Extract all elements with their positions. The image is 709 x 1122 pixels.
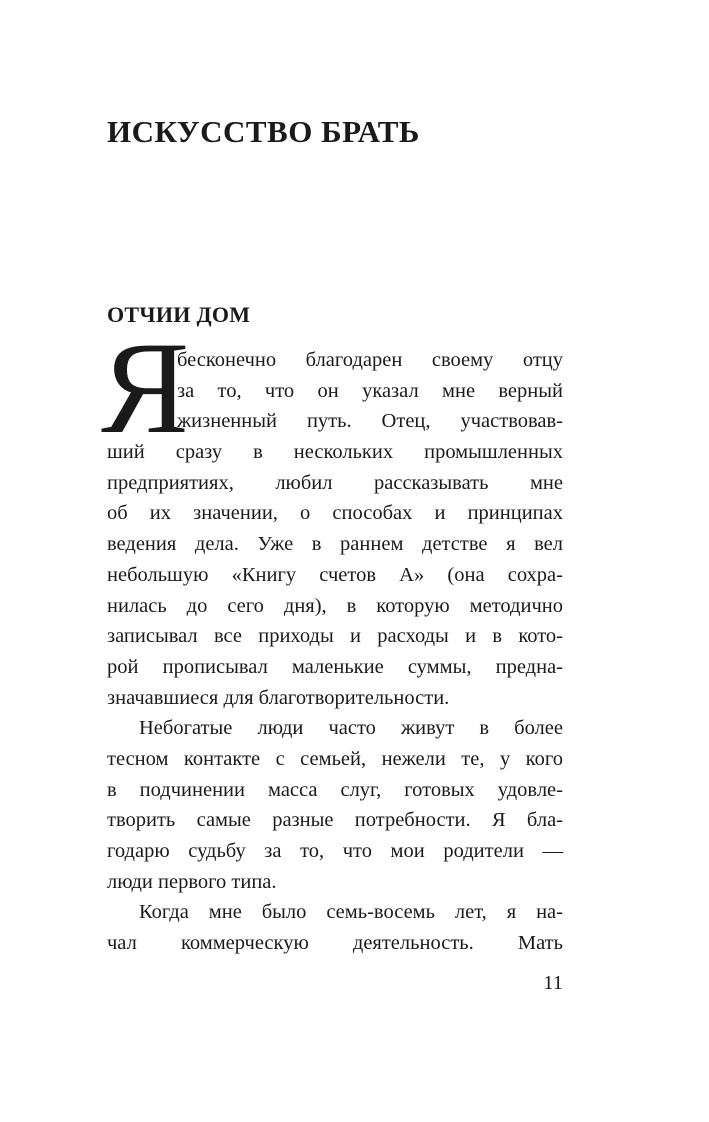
text-line: нилась до сего дня), в которую методично: [107, 594, 563, 617]
text-line: за то, что он указал мне верный: [177, 379, 563, 402]
text-line: рой прописывал маленькие суммы, предна-: [107, 655, 563, 678]
drop-cap: Я: [101, 314, 190, 461]
text-line: творить самые разные потребности. Я бла-: [107, 809, 563, 832]
text-line: чал коммерческую деятельность. Мать: [107, 932, 563, 955]
text-line: об их значении, о способах и принципах: [107, 502, 563, 525]
text-line: значавшиеся для благотворительности.: [107, 686, 450, 709]
text-line: ведения дела. Уже в раннем детстве я вел: [107, 533, 563, 556]
text-line: в подчинении масса слуг, готовых удовле-: [107, 778, 563, 801]
text-line: тесном контакте с семьей, нежели те, у кого: [107, 747, 563, 770]
text-line: бесконечно благодарен своему отцу: [177, 349, 563, 371]
text-line: ший сразу в нескольких промышленных: [107, 441, 563, 464]
text-line: записывал все приходы и расходы и в кото-: [107, 625, 563, 648]
text-line: небольшую «Книгу счетов А» (она сохра-: [107, 563, 563, 586]
section-title: ОТЧИИ ДОМ: [107, 302, 251, 327]
text-line: годарю судьбу за то, что мои родители —: [107, 840, 563, 862]
text-line: предприятиях, любил рассказывать мне: [107, 471, 563, 494]
text-line: люди первого типа.: [107, 870, 277, 893]
text-line: Когда мне было семь-восемь лет, я на-: [139, 901, 563, 924]
page-number: 11: [543, 972, 563, 994]
text-line: Небогатые люди часто живут в более: [139, 717, 563, 740]
body-text: [107, 345, 563, 959]
text-line: жизненный путь. Отец, участвовав-: [177, 410, 563, 433]
chapter-title: ИСКУССТВО БРАТЬ: [107, 114, 420, 149]
